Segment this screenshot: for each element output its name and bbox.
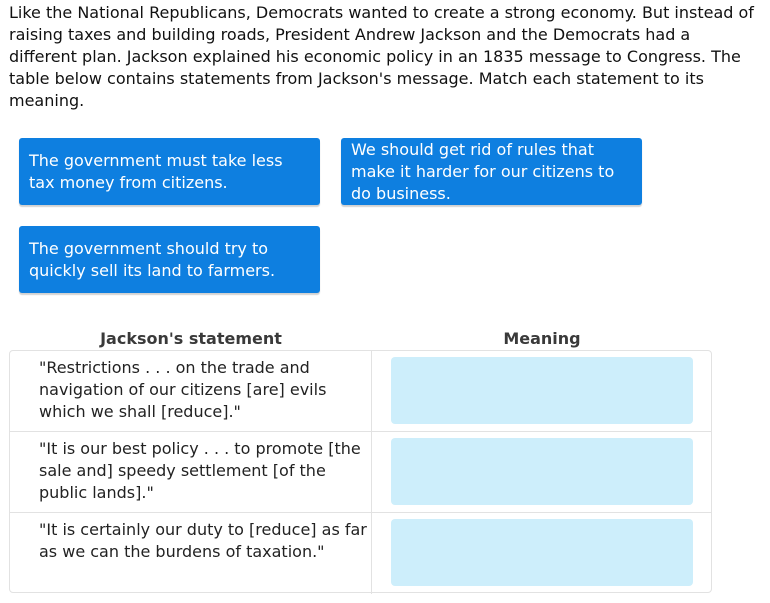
- meaning-drop-zone[interactable]: [391, 438, 693, 505]
- meaning-drop-zone[interactable]: [391, 519, 693, 586]
- column-header-meaning: Meaning: [503, 329, 581, 348]
- meaning-drop-zone[interactable]: [391, 357, 693, 424]
- statement-cell: "Restrictions . . . on the trade and navigation of our citizens [are] evils which we shall [reduce].": [10, 351, 372, 432]
- matching-table: [9, 350, 712, 593]
- table-row: [10, 512, 711, 594]
- answer-tile-sell-land[interactable]: The government should try to quickly sell its land to farmers.: [19, 226, 320, 293]
- table-row: [10, 431, 711, 513]
- column-header-statement: Jackson's statement: [100, 329, 282, 348]
- answer-tile-less-tax[interactable]: The government must take less tax money from citizens.: [19, 138, 320, 205]
- table-row: [10, 351, 711, 432]
- answer-tile-remove-rules[interactable]: We should get rid of rules that make it harder for our citizens to do business.: [341, 138, 642, 205]
- statement-cell: "It is our best policy . . . to promote [the sale and] speedy settlement [of the public lands].": [10, 432, 372, 513]
- statement-cell: "It is certainly our duty to [reduce] as far as we can the burdens of taxation.": [10, 513, 372, 594]
- question-text: Like the National Republicans, Democrats wanted to create a strong economy. But instead of raising taxes and building roads, President Andrew Jackson and the Democrats had a different plan. Jackson explained his economic policy in an 1835 message to Congress. The table below contains statements from Jackson's message. Match each statement to its meaning.: [9, 3, 754, 110]
